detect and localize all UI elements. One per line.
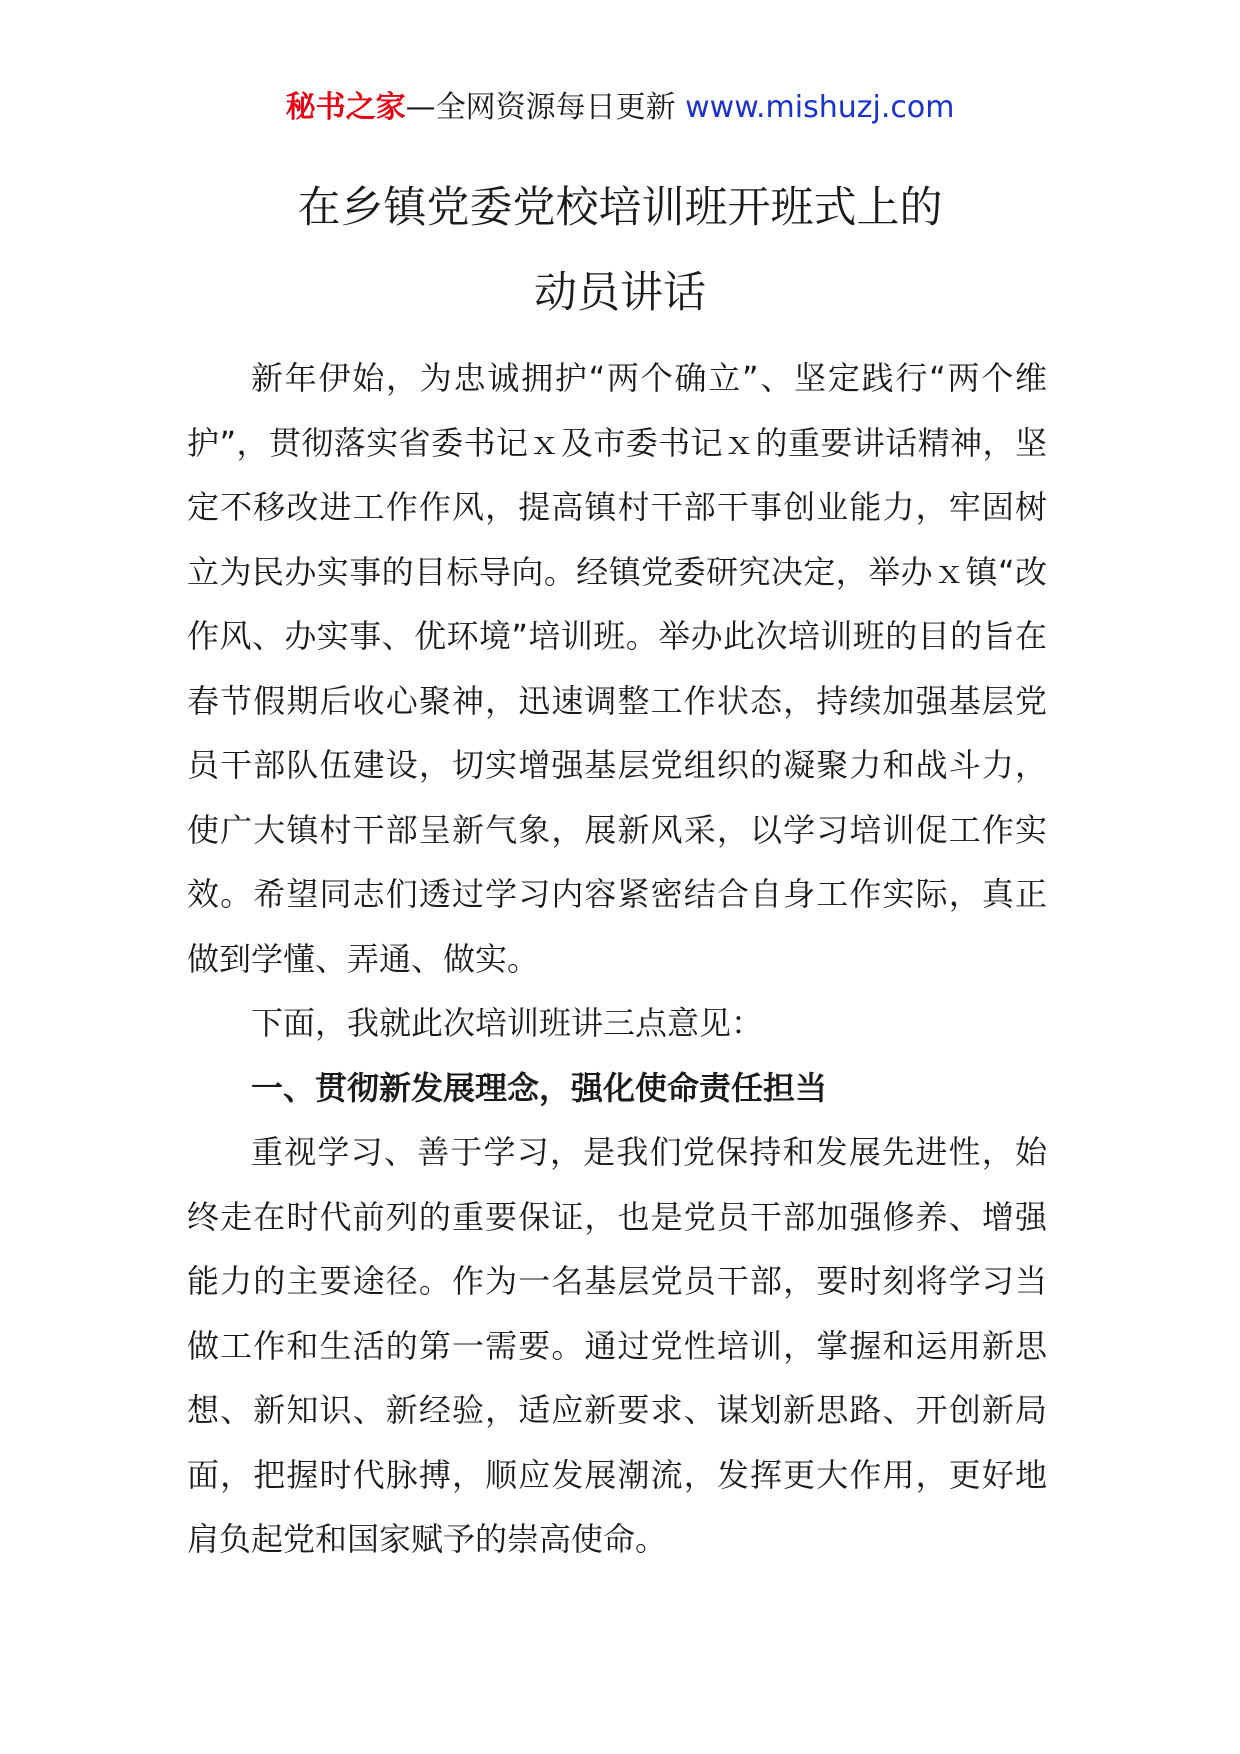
site-url-link[interactable]: www.mishuzj.com — [685, 90, 955, 125]
brand-name: 秘书之家 — [285, 90, 406, 125]
site-header — [0, 88, 1240, 128]
header-slogan: —全网资源每日更新 — [405, 90, 676, 125]
body-paragraph-intro: 新年伊始，为忠诚拥护“两个确立”、坚定践行“两个维护”，贯彻落实省委书记ｘ及市委书记ｘ的重要讲话精神，坚定不移改进工作作风，提高镇村干部干事创业能力，牢固树立为民办实事的目标导向。经镇党委研究决定，举办ｘ镇“改作风、办实事、优环境”培训班。举办此次培训班的目的旨在春节假期后收心聚神，迅速调整工作状态，持续加强基层党员干部队伍建设，切实增强基层党组织的凝聚力和战斗力，使广大镇村干部呈新气象，展新风采，以学习培训促工作实效。希望同志们透过学习内容紧密结合自身工作实际，真正做到学懂、弄通、做实。 — [187, 359, 1047, 978]
body-paragraph-transition: 下面，我就此次培训班讲三点意见： — [251, 1004, 764, 1042]
document-title-line-2: 动员讲话 — [534, 268, 706, 318]
document-title-line-1: 在乡镇党委党校培训班开班式上的 — [297, 183, 943, 233]
section-heading-1: 一、贯彻新发展理念，强化使命责任担当 — [251, 1068, 828, 1107]
body-paragraph-section-1: 重视学习、善于学习，是我们党保持和发展先进性，始终走在时代前列的重要保证，也是党员干部加强修养、增强能力的主要途径。作为一名基层党员干部，要时刻将学习当做工作和生活的第一需要。通过党性培训，掌握和运用新思想、新知识、新经验，适应新要求、谋划新思路、开创新局面，把握时代脉搏，顺应发展潮流，发挥更大作用，更好地肩负起党和国家赋予的崇高使命。 — [187, 1133, 1047, 1558]
document-body — [187, 346, 1047, 1572]
